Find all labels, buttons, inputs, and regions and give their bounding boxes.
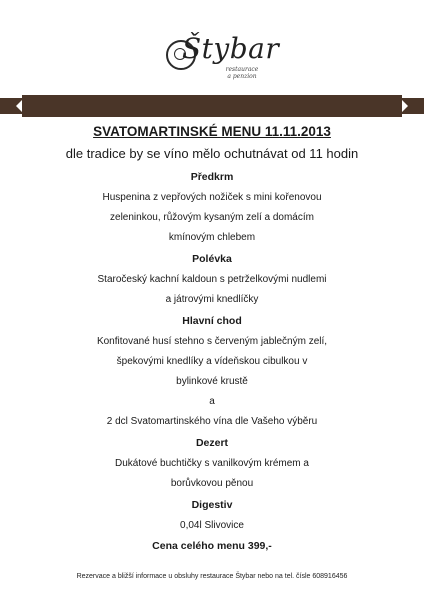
course-line: kmínovým chlebem (168, 232, 256, 243)
course-line: 0,04l Slivovice (180, 520, 244, 531)
course-line: Huspenina z vepřových nožiček s mini kořenovou (102, 192, 322, 203)
course-heading: Předkrm (190, 171, 234, 183)
banner-left-ribbon (0, 98, 24, 114)
decorative-banner (0, 95, 424, 117)
logo (0, 32, 424, 96)
course-line: 2 dcl Svatomartinského vína dle Vašeho výběru (106, 416, 318, 427)
footer-note: Rezervace a bližší informace u obsluhy restaurace Štybar nebo na tel. čísle 608916456 (76, 573, 348, 580)
menu (0, 122, 424, 556)
menu-title: SVATOMARTINSKÉ MENU 11.11.2013 (93, 124, 331, 139)
menu-price: Cena celého menu 399,- (152, 540, 272, 552)
banner-right-ribbon (400, 98, 424, 114)
logo-name: Štybar (182, 32, 280, 65)
course-heading: Hlavní chod (182, 315, 242, 327)
course-line: špekovými knedlíky a vídeňskou cibulkou v (116, 356, 308, 367)
course-line: Dukátové buchtičky s vanilkovým krémem a (115, 458, 309, 469)
menu-subtitle: dle tradice by se víno mělo ochutnávat od 11 hodin (65, 146, 359, 161)
course-heading: Digestiv (191, 499, 233, 511)
course-heading: Polévka (192, 253, 232, 265)
banner-band (22, 95, 402, 117)
course-line: a játrovými knedlíčky (165, 294, 259, 305)
logo-subtitle: restaurace a penzion (225, 66, 259, 80)
course-line: Konfitované husí stehno s červeným jablečným zelí, (96, 336, 328, 347)
course-heading: Dezert (195, 437, 229, 449)
course-line: bylinkové krustě (176, 376, 248, 387)
course-line: Staročeský kachní kaldoun s petrželkovými nudlemi (97, 274, 327, 285)
course-line: zeleninkou, růžovým kysaným zelí a domácím (110, 212, 314, 223)
course-line: borůvkovou pěnou (170, 478, 254, 489)
course-line: a (209, 396, 215, 407)
